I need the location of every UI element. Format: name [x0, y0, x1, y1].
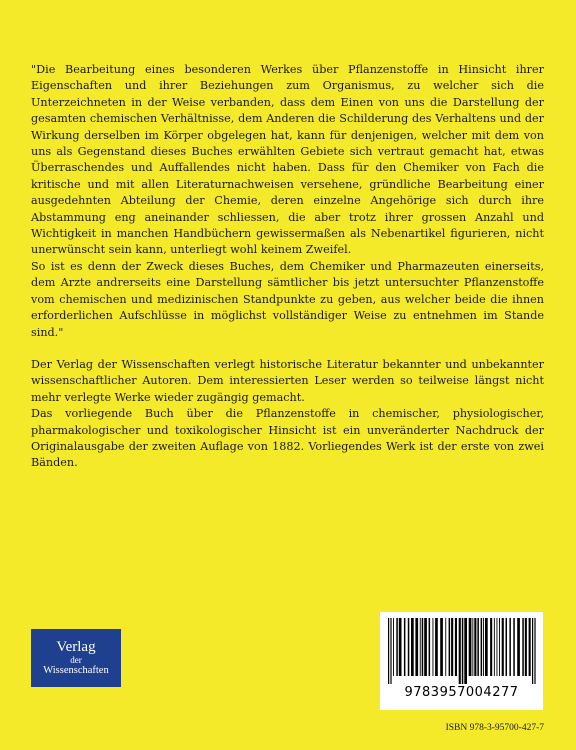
barcode-bar	[462, 618, 464, 684]
barcode-bar	[494, 618, 495, 676]
barcode-bar	[522, 618, 524, 676]
barcode-bar	[449, 618, 451, 676]
barcode-bar	[506, 618, 508, 676]
barcode-bar	[451, 618, 453, 676]
barcode-bar	[422, 618, 424, 676]
barcode-bar	[509, 618, 511, 676]
quote-paragraph-1: "Die Bearbeitung eines besonderen Werkes über Pflanzenstoffe in Hinsicht ihrer Eigenschaften und ihrer Beziehungen zum Organismus, zu welcher sich die Unterzeichneten in der Weise verbanden, dass dem Einen von uns die Darstellung der gesamten chemischen Verhältnisse, dem Anderen die Schilderung des Verhaltens und der Wirkung derselben im Körper obgelegen hat, kann für denjenigen, welcher mit dem von uns als Gegenstand dieses Buches erwählten Gebiete sich vertraut gemacht hat, etwas Überraschendes und Auffallendes nicht haben. Dass für den Chemiker von Fach die kritische und mit allen Literaturnachweisen versehene, gründliche Bearbeitung einer ausgedehnten Abteilung der Chemie, deren einzelne Angehörige sich durch ihre Abstammung eng aneinander schliessen, die aber trotz ihrer grossen Anzahl und Wichtigkeit in manchen Handbüchern gewissermaßen als Nebenartikel figurieren, nicht unerwünscht sein kann, unterliegt wohl keinem Zweifel.	[31, 63, 544, 257]
barcode-bar	[433, 618, 434, 676]
barcode-bar	[483, 618, 484, 676]
barcode-bar	[411, 618, 414, 676]
barcode-bar	[513, 618, 515, 676]
barcode-bar	[420, 618, 421, 676]
quote-paragraph-2: So ist es denn der Zweck dieses Buches, dem Chemiker und Pharmazeuten einerseits, dem Arzte andrerseits eine Darstellung sämtlicher bis jetzt untersuchter Pflanzenstoffe vom chemischen und medizinischen Standpunkte zu geben, aus welcher beide die ihnen erforderlichen Aufschlüsse in möglichst vollständiger Weise zu entnehmen im Stande sind."	[31, 259, 544, 339]
barcode-bar	[534, 618, 535, 684]
barcode-bar	[517, 618, 520, 676]
publisher-paragraph-2: Das vorliegende Buch über die Pflanzenstoffe in chemischer, physiologischer, pharmakologischer und toxikologischer Hinsicht ist ein unveränderter Nachdruck der Originalausgabe der zweiten Auflage von 1882. Vorliegendes Werk ist der erste von zwei Bänden.	[31, 407, 544, 470]
barcode-digits: 9783957004277	[404, 685, 519, 700]
barcode-bar	[497, 618, 498, 676]
barcode-bar	[459, 618, 461, 684]
barcode-bar	[477, 618, 479, 676]
barcode-bar	[502, 618, 504, 676]
logo-line-der: der	[70, 654, 82, 665]
logo-line-wissenschaften: Wissenschaften	[43, 664, 109, 676]
isbn-label: ISBN 978-3-95700-427-7	[445, 723, 544, 733]
barcode-bars	[386, 618, 537, 684]
barcode-bar	[464, 618, 467, 684]
barcode-bar	[481, 618, 483, 676]
publisher-paragraph-1: Der Verlag der Wissenschaften verlegt historische Literatur bekannter und unbekannter wissenschaftlicher Autoren. Dem interessierten Leser werden so teilweise längst nicht mehr verlegte Werke wieder zugängig gemacht.	[31, 357, 544, 404]
barcode-bar	[455, 618, 457, 676]
barcode-bar	[396, 618, 398, 676]
barcode-bar	[424, 618, 427, 676]
barcode-bar	[474, 618, 476, 676]
barcode-bar	[408, 618, 410, 676]
logo-line-verlag: Verlag	[56, 638, 96, 655]
paragraph-gap	[31, 341, 544, 357]
barcode-bar	[429, 618, 431, 676]
barcode-bar	[499, 618, 500, 676]
barcode-bar	[399, 618, 402, 676]
barcode	[380, 612, 543, 710]
barcode-bar	[472, 618, 473, 676]
publisher-logo	[31, 629, 121, 687]
barcode-bar	[469, 618, 472, 676]
barcode-bar	[529, 618, 531, 676]
barcode-bar	[532, 618, 533, 684]
back-cover-text	[31, 62, 544, 472]
barcode-bar	[490, 618, 492, 676]
barcode-bar	[440, 618, 443, 676]
barcode-bar	[435, 618, 438, 676]
barcode-bar	[485, 618, 488, 676]
barcode-bar	[525, 618, 527, 676]
barcode-bar	[393, 618, 394, 676]
barcode-bar	[390, 618, 391, 684]
barcode-bar	[388, 618, 389, 684]
barcode-bar	[445, 618, 446, 676]
barcode-bar	[404, 618, 406, 676]
barcode-bar	[415, 618, 418, 676]
